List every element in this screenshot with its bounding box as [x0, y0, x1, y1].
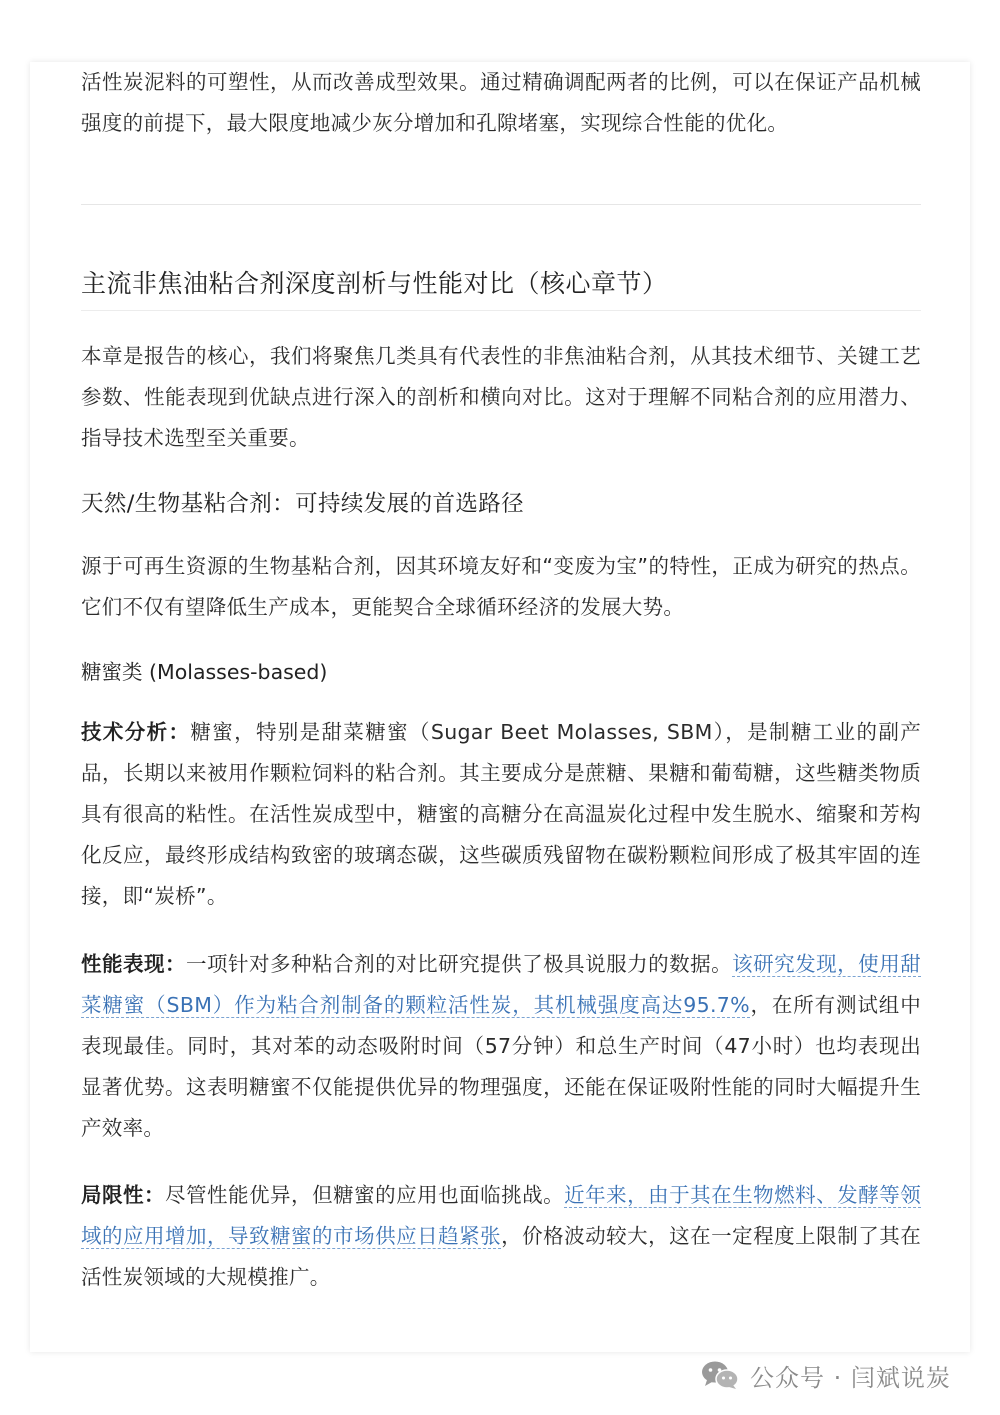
tech-analysis-paragraph	[81, 712, 921, 917]
tech-analysis-text: 糖蜜，特别是甜菜糖蜜（Sugar Beet Molasses, SBM），是制糖工业的副产品，长期以来被用作颗粒饲料的粘合剂。其主要成分是蔗糖、果糖和葡萄糖，这些糖类物质具有很高的粘性。在活性炭成型中，糖蜜的高糖分在高温炭化过程中发生脱水、缩聚和芳构化反应，最终形成结构致密的玻璃态碳，这些碳质残留物在碳粉颗粒间形成了极其牢固的连接，即“炭桥”。	[81, 720, 922, 908]
subsection-title: 糖蜜类 (Molasses-based)	[81, 660, 328, 684]
wechat-icon	[700, 1360, 740, 1390]
watermark-text: 公众号 · 闫斌说炭	[750, 1363, 951, 1392]
performance-citation-link[interactable]: 该研究发现，使用甜菜糖蜜（SBM）作为粘合剂制备的颗粒活性炭，其机械强度高达95.7%	[81, 952, 921, 1017]
chapter-title: 主流非焦油粘合剂深度剖析与性能对比（核心章节）	[81, 264, 921, 311]
tech-analysis-label: 技术分析：	[81, 720, 191, 744]
performance-text-before: 一项针对多种粘合剂的对比研究提供了极具说服力的数据。	[186, 952, 733, 976]
chapter-intro: 本章是报告的核心，我们将聚焦几类具有代表性的非焦油粘合剂，从其技术细节、关键工艺参数、性能表现到优缺点进行深入的剖析和横向对比。这对于理解不同粘合剂的应用潜力、指导技术选型至关重要。	[81, 344, 921, 450]
limitation-paragraph	[81, 1175, 921, 1298]
account-watermark	[700, 1352, 951, 1398]
article-page	[30, 62, 970, 1352]
limitation-label: 局限性：	[81, 1183, 166, 1207]
limitation-text-after: ，价格波动较大，这在一定程度上限制了其在活性炭领域的大规模推广。	[81, 1224, 922, 1289]
limitation-text-before: 尽管性能优异，但糖蜜的应用也面临挑战。	[165, 1183, 565, 1207]
section-divider	[81, 204, 921, 205]
section-title: 天然/生物基粘合剂：可持续发展的首选路径	[81, 491, 525, 517]
section-intro: 源于可再生资源的生物基粘合剂，因其环境友好和“变废为宝”的特性，正成为研究的热点。它们不仅有望降低生产成本，更能契合全球循环经济的发展大势。	[81, 554, 921, 619]
performance-label: 性能表现：	[81, 952, 187, 976]
limitation-citation-link[interactable]: 近年来，由于其在生物燃料、发酵等领域的应用增加，导致糖蜜的市场供应日趋紧张	[81, 1183, 921, 1248]
performance-paragraph	[81, 944, 921, 1149]
performance-text-after: ，在所有测试组中表现最佳。同时，其对苯的动态吸附时间（57分钟）和总生产时间（47小时）也均表现出显著优势。这表明糖蜜不仅能提供优异的物理强度，还能在保证吸附性能的同时大幅提升生产效率。	[81, 993, 921, 1140]
intro-paragraph: 活性炭泥料的可塑性，从而改善成型效果。通过精确调配两者的比例，可以在保证产品机械强度的前提下，最大限度地减少灰分增加和孔隙堵塞，实现综合性能的优化。	[81, 70, 921, 135]
